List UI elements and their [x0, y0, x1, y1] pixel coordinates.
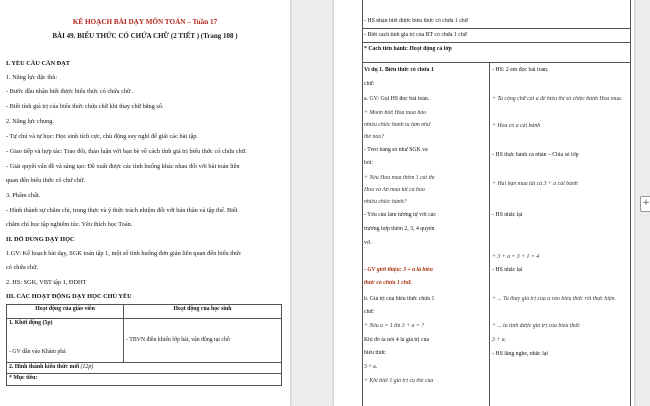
activities-table	[6, 304, 282, 386]
table-border	[362, 42, 630, 43]
new-knowledge-title: 2. Hình thành kiến thức mới	[9, 364, 80, 370]
text-line: chăm chỉ học tập nghiêm túc. Yêu thích học Toán.	[6, 221, 133, 228]
objective-line: - Biết cách tính giá trị của BT có chứa 1 chữ	[364, 32, 467, 38]
objective-label: * Mục tiêu:	[7, 374, 282, 386]
procedure-heading: * Cách tiến hành: Hoạt động cả lớp	[364, 46, 452, 52]
table-cell-new-knowledge	[7, 363, 282, 374]
text-line: 1.GV: Kế hoạch bài dạy, SGK toán tập 1, một số tình huống đơn giản liên quan đến biểu thức	[6, 250, 242, 257]
teacher-step: vở.	[364, 240, 372, 246]
teacher-step: 3 + a.	[364, 364, 378, 370]
warmup-title: 1. Khởi động (5p)	[9, 320, 53, 326]
text-line: có chứa chữ.	[6, 264, 39, 271]
teacher-step: + Khi biết 1 giá trị cụ thể của	[364, 378, 434, 384]
teacher-step: Ví dụ 1. Biểu thức có chứa 1	[364, 67, 434, 73]
teacher-step: + Nếu a = 1 thì 3 + a = ?	[364, 323, 425, 329]
section-heading-requirements: I. YÊU CẦU CẦN ĐẠT	[6, 60, 70, 67]
teacher-step: hỏi:	[364, 160, 374, 166]
student-response: 3 + a.	[492, 337, 507, 343]
student-response: + Ta cộng chữ cái a để biểu thị số chiếc bánh Hoa mua.	[492, 96, 623, 102]
text-line: 2. Năng lực chung.	[6, 118, 55, 125]
teacher-step: Khi đó ta nói 4 là giá trị của	[364, 337, 430, 343]
table-border	[362, 28, 630, 29]
lesson-subtitle: BÀI 49. BIỂU THỨC CÓ CHỨA CHỮ (2 TIẾT ) (Trang 108 )	[52, 32, 238, 40]
teacher-step: trường hợp thêm 2, 3, 4 quyển	[364, 226, 435, 232]
teacher-step: nhiêu chiếc bánh ta làm như	[364, 122, 431, 128]
student-response: + Hai bạn mua tất cả 3 + a cái bánh	[492, 181, 578, 187]
document-page-right	[334, 0, 634, 406]
table-header-student: Hoạt động của học sinh	[124, 305, 282, 319]
teacher-step: biểu thức	[364, 350, 386, 356]
section-heading-activities: III. CÁC HOẠT ĐỘNG DẠY HỌC CHỦ YẾU	[6, 293, 132, 300]
student-response: - HS lắng nghe, nhắc lại	[492, 351, 549, 357]
student-response: - HS: 2 em đọc bài toán.	[492, 67, 549, 73]
table-border	[362, 0, 363, 406]
student-response: + 3 + a = 3 + 1 = 4	[492, 254, 540, 260]
teacher-step: chữ:	[364, 309, 375, 315]
text-line: - Hình thành sự chăm chỉ, trung thực và ý thức trách nhiệm đối với bản thân và tập thể. Biết	[6, 207, 238, 214]
text-line: quan đến biểu thức có chứ chữ.	[6, 177, 85, 184]
teacher-intro: - GV giới thiệu: 3 + a là biểu	[364, 267, 433, 273]
document-page-left	[0, 0, 290, 406]
student-response: - HS nhắc lại	[492, 212, 523, 218]
student-response: + ... ta tính được giá trị của biểu thức	[492, 323, 581, 329]
warmup-student-text: - TBVN điều khiển lớp hát, vận động tại chỗ	[124, 319, 282, 363]
student-response: - HS thực hành cá nhân – Chia sẻ lớp	[492, 152, 579, 158]
student-response: + Hoa có a cái bánh	[492, 123, 541, 129]
section-heading-materials: II. ĐỒ DÙNG DẠY HỌC	[6, 236, 75, 243]
table-border	[362, 62, 630, 63]
objective-line: - HS nhận biết được biểu thức có chứa 1 chữ	[364, 18, 468, 24]
new-knowledge-time: (12p)	[79, 364, 94, 370]
text-line: 3. Phẩm chất.	[6, 192, 41, 199]
teacher-step: a. GV: Gọi HS đọc bài toán.	[364, 96, 430, 102]
text-line: 1. Năng lực đặc thù:	[6, 74, 58, 81]
teacher-step: - Treo bảng số như SGK và	[364, 147, 428, 153]
student-response: - HS nhắc lại	[492, 267, 523, 273]
table-cell-warmup	[7, 319, 124, 363]
teacher-step: - Yêu cầu làm tương tự với các	[364, 212, 436, 218]
text-line: 2. HS: SGK, VBT tập 1, ĐDHT	[6, 279, 87, 286]
table-border	[630, 0, 631, 406]
teacher-step: chữ:	[364, 81, 375, 87]
teacher-intro: thức có chứa 1 chữ.	[364, 280, 412, 286]
teacher-step: thế nào?	[364, 134, 385, 140]
teacher-step: nhiêu chiếc bánh?	[364, 199, 407, 205]
text-line: - Tự chủ và tự học: Học sinh tích cực, chủ động suy nghĩ để giải các bài tập.	[6, 133, 198, 140]
teacher-step: + Muốn biết Hoa mua bao	[364, 110, 427, 116]
table-header-teacher: Hoạt động của giáo viên	[7, 305, 124, 319]
text-line: - Biết tính giá trị của biểu thức chứa chữ khi thay chữ bằng số.	[6, 103, 164, 110]
text-line: - Giao tiếp và hợp tác: Trao đổi, thảo luận với bạn bè về cách tính giá trị biểu thức có chứa chữ.	[6, 148, 247, 155]
warmup-teacher-text: - GV dẫn vào Khám phá	[9, 349, 66, 356]
teacher-step: + Nếu Hoa mua thêm 1 cái thì	[364, 175, 435, 181]
text-line: - Bước đầu nhận biết được biểu thức có chứa chữ .	[6, 88, 134, 95]
teacher-step: Hoa và An mua tất cả bao	[364, 187, 425, 193]
student-response: + ... Ta thay giá trị của a vào biểu thức rồi thực hiện.	[492, 296, 616, 302]
text-line: - Giải quyết vấn đề và sáng tạo: Đề xuất được các tình huống khác nhau đối với bài toán liên	[6, 163, 240, 170]
lesson-plan-title: KẾ HOẠCH BÀI DẠY MÔN TOÁN – Tuần 17	[72, 18, 218, 26]
teacher-step: b. Giá trị của biểu thức chứa 1	[364, 296, 435, 302]
add-page-button[interactable]: +	[640, 196, 650, 212]
